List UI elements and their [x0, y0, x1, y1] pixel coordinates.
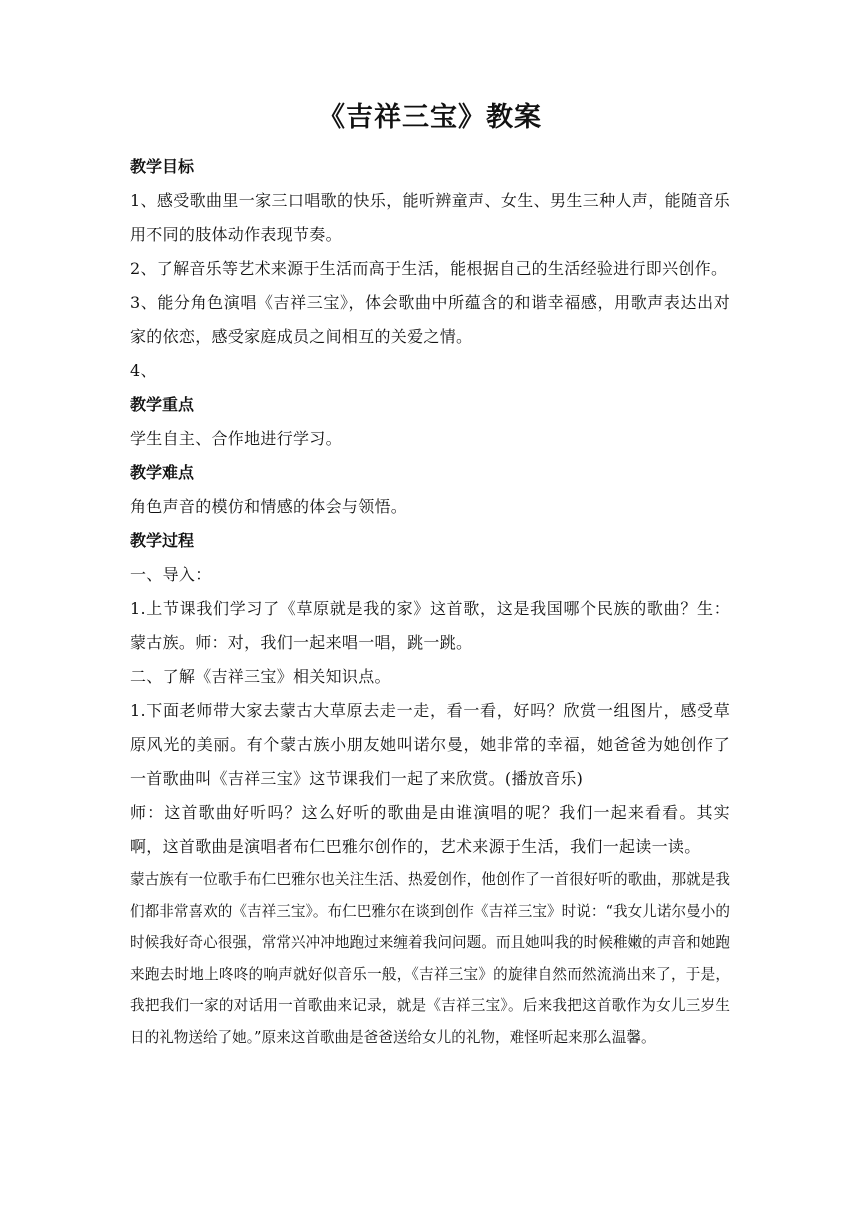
goal-1: 1、感受歌曲里一家三口唱歌的快乐，能听辨童声、女生、男生三种人声，能随音乐用不同的肢体动作表现节奏。	[130, 191, 730, 244]
process-heading: 教学过程	[130, 531, 195, 550]
difficulty-text: 角色声音的模仿和情感的体会与领悟。	[130, 497, 408, 516]
goal-3: 3、能分角色演唱《吉祥三宝》，体会歌曲中所蕴含的和谐幸福感，用歌声表达出对家的依恋，感受家庭成员之间相互的关爱之情。	[130, 293, 730, 346]
step-2-text: 1.下面老师带大家去蒙古大草原去走一走，看一看，好吗？欣赏一组图片，感受草原风光的美丽。有个蒙古族小朋友她叫诺尔曼，她非常的幸福，她爸爸为她创作了一首歌曲叫《吉祥三宝》这节课我们一起了来欣赏。(播放音乐)	[130, 701, 730, 788]
key-heading: 教学重点	[130, 395, 195, 414]
step-2-title: 二、了解《吉祥三宝》相关知识点。	[130, 667, 391, 686]
difficulty-heading: 教学难点	[130, 463, 195, 482]
key-text: 学生自主、合作地进行学习。	[130, 429, 342, 448]
teacher-text: 师：这首歌曲好听吗？这么好听的歌曲是由谁演唱的呢？我们一起来看看。其实啊，这首歌曲是演唱者布仁巴雅尔创作的，艺术来源于生活，我们一起读一读。	[130, 803, 730, 856]
document-body	[130, 150, 730, 1053]
goals-heading: 教学目标	[130, 157, 195, 176]
story-text: 蒙古族有一位歌手布仁巴雅尔也关注生活、热爱创作，他创作了一首很好听的歌曲，那就是我们都非常喜欢的《吉祥三宝》。布仁巴雅尔在谈到创作《吉祥三宝》时说：“我女儿诺尔曼小的时候我好奇心很强，常常兴冲冲地跑过来缠着我问问题。而且她叫我的时候稚嫩的声音和她跑来跑去时地上咚咚的响声就好似音乐一般，《吉祥三宝》的旋律自然而然流淌出来了，于是，我把我们一家的对话用一首歌曲来记录，就是《吉祥三宝》。后来我把这首歌作为女儿三岁生日的礼物送给了她。”原来这首歌曲是爸爸送给女儿的礼物，难怪听起来那么温馨。	[130, 871, 730, 1046]
step-1-text: 1.上节课我们学习了《草原就是我的家》这首歌，这是我国哪个民族的歌曲？生：蒙古族。师：对，我们一起来唱一唱，跳一跳。	[130, 599, 730, 652]
step-1-title: 一、导入：	[130, 565, 212, 584]
goal-4: 4、	[130, 361, 157, 380]
document-title: 《吉祥三宝》教案	[318, 102, 542, 133]
goal-2: 2、了解音乐等艺术来源于生活而高于生活，能根据自己的生活经验进行即兴创作。	[130, 259, 728, 278]
